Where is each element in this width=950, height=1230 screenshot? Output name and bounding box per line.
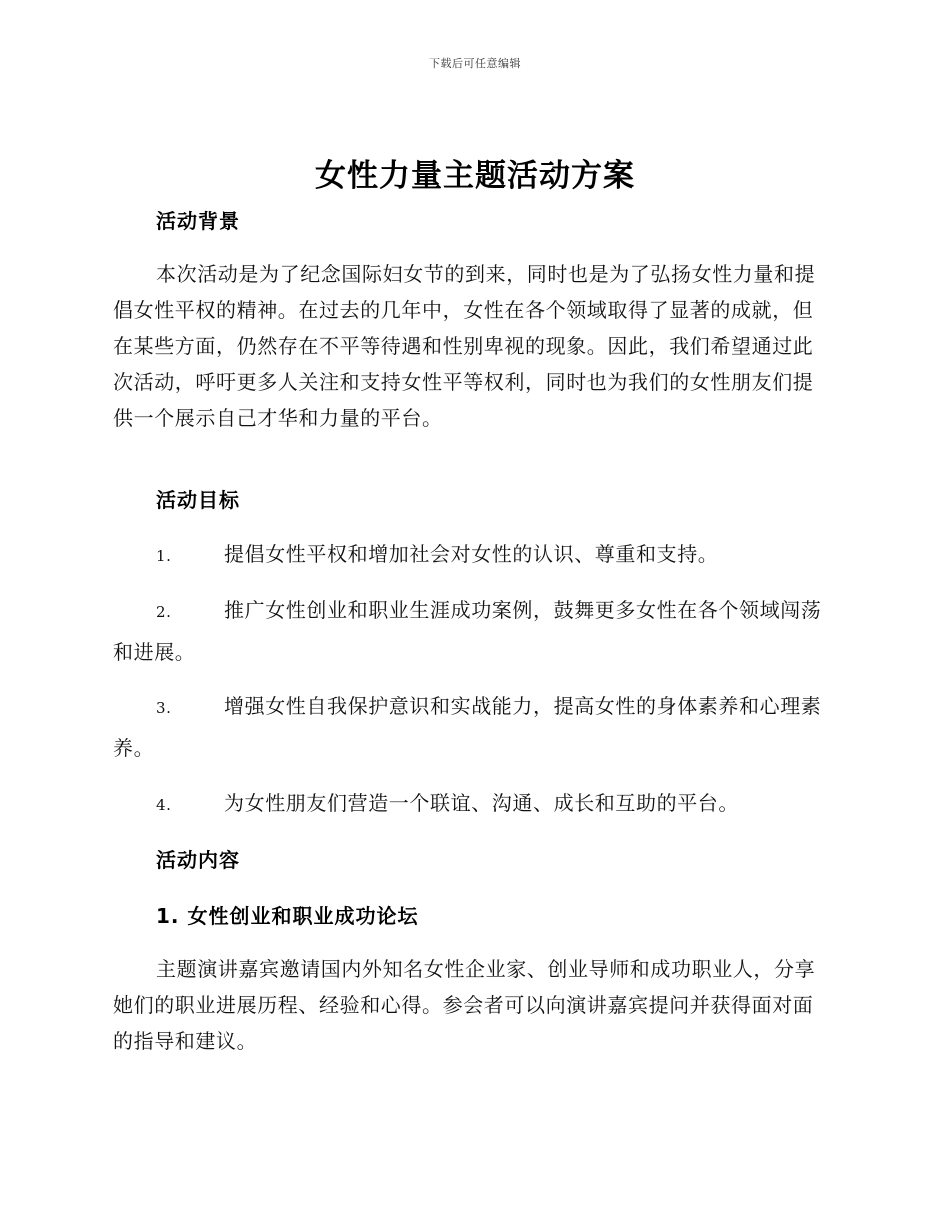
- goal-item-2: [113, 590, 833, 672]
- goal-text: 增强女性自我保护意识和实战能力，提高女性的身体素养和心理素养。: [113, 694, 822, 760]
- section-heading-background: 活动背景: [156, 209, 240, 233]
- goal-text: 推广女性创业和职业生涯成功案例，鼓舞更多女性在各个领域闯荡和进展。: [113, 598, 822, 664]
- background-paragraph: 本次活动是为了纪念国际妇女节的到来，同时也是为了弘扬女性力量和提倡女性平权的精神。在过去的几年中，女性在各个领域取得了显著的成就，但在某些方面，仍然存在不平等待遇和性别卑视的现象。因此，我们希望通过此次活动，呼吁更多人关注和支持女性平等权利，同时也为我们的女性朋友们提供一个展示自己才华和力量的平台。: [113, 262, 816, 430]
- goal-number: 2.: [156, 603, 172, 621]
- goal-number: 1.: [156, 547, 172, 565]
- goal-number: 4.: [156, 796, 172, 814]
- header-note: 下载后可任意编辑: [429, 57, 521, 70]
- goal-item-1: [113, 533, 833, 577]
- content-paragraph: 主题演讲嘉宾邀请国内外知名女性企业家、创业导师和成功职业人，分享她们的职业进展历程、经验和心得。参会者可以向演讲嘉宾提问并获得面对面的指导和建议。: [113, 957, 816, 1053]
- goal-number: 3.: [156, 699, 172, 717]
- section-heading-content: 活动内容: [156, 848, 240, 872]
- goal-text: 提倡女性平权和增加社会对女性的认识、尊重和支持。: [224, 542, 719, 566]
- goal-text: 为女性朋友们营造一个联谊、沟通、成长和互助的平台。: [224, 791, 739, 815]
- goal-item-4: [113, 782, 833, 826]
- document-title: 女性力量主题活动方案: [315, 158, 635, 194]
- content-paragraph-block: [113, 951, 833, 1059]
- subsection-heading-forum: 1. 女性创业和职业成功论坛: [156, 904, 419, 928]
- background-paragraph-block: [113, 256, 833, 436]
- goal-item-3: [113, 686, 833, 768]
- section-heading-goals: 活动目标: [156, 488, 240, 512]
